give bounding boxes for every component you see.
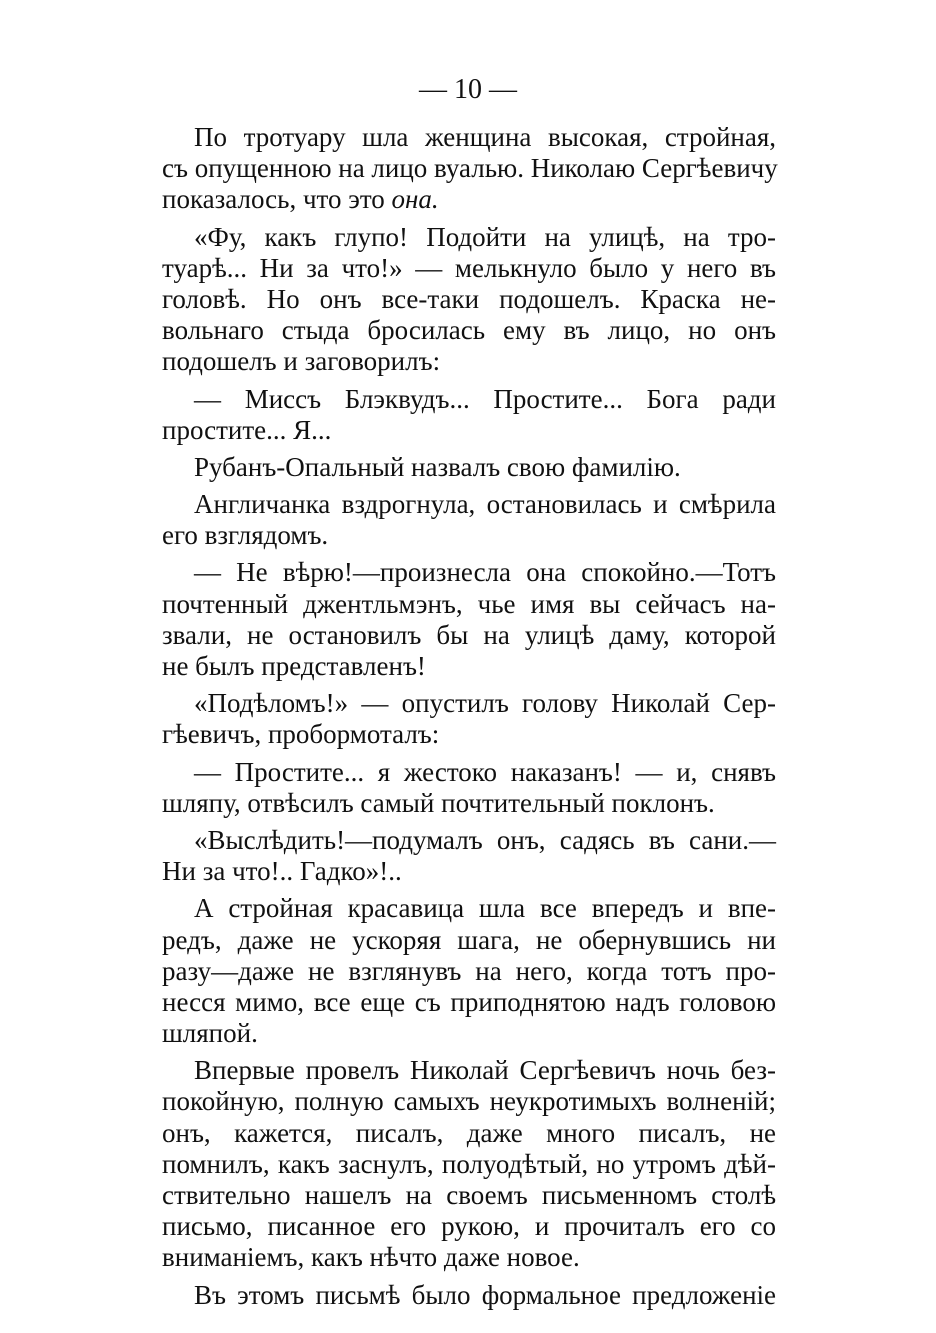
text-line [162, 893, 776, 924]
paragraph [162, 1280, 776, 1311]
text-line [162, 1086, 776, 1117]
line-text: — Простите... я жестоко наказанъ! — и, снявъ [194, 756, 776, 787]
line-text: ствительно нашелъ на своемъ письменномъ столѣ [162, 1180, 776, 1210]
text-line [162, 620, 776, 651]
text-line [162, 1242, 776, 1273]
line-text: головѣ. Но онъ все-таки подошелъ. Краска не- [162, 283, 776, 314]
paragraph [162, 557, 776, 682]
emphasis-text: она. [391, 184, 439, 215]
line-text: «Фу, какъ глупо! Подойти на улицѣ, на тро- [194, 221, 776, 252]
body-text [162, 122, 776, 1311]
text-line [162, 925, 776, 956]
line-text: редъ, даже не ускоряя шага, не обернувшись ни [162, 924, 776, 955]
text-line [162, 651, 776, 682]
page-number: — 10 — [419, 74, 517, 105]
line-text: По тротуару шла женщина высокая, стройная, [194, 122, 776, 152]
text-line [162, 856, 776, 887]
text-line [162, 222, 776, 253]
text-line [162, 284, 776, 315]
text-line [162, 1180, 776, 1211]
text-line [162, 589, 776, 620]
text-line [162, 956, 776, 987]
line-text: вольнаго стыда бросилась ему въ лицо, но онъ [162, 315, 776, 346]
paragraph [162, 222, 776, 378]
line-text: звали, не остановилъ бы на улицѣ даму, которой [162, 619, 776, 650]
line-text: помнилъ, какъ заснулъ, полуодѣтый, но утромъ дѣй- [162, 1148, 776, 1179]
line-text: Впервые провелъ Николай Сергѣевичъ ночь без- [194, 1055, 776, 1086]
line-text: шляпой. [162, 1018, 258, 1049]
text-line [162, 1055, 776, 1086]
paragraph [162, 489, 776, 551]
line-text: письмо, писанное его рукою, и прочиталъ его со [162, 1211, 776, 1242]
text-line [162, 719, 776, 750]
line-text: «Выслѣдить!—подумалъ онъ, садясь въ сани.— [194, 824, 776, 855]
line-text: «Подѣломъ!» — опустилъ голову Николай Сер- [194, 688, 776, 719]
text-line [162, 415, 776, 446]
line-text: шляпу, отвѣсилъ самый почтительный поклонъ. [162, 787, 715, 818]
text-line [162, 1149, 776, 1180]
text-line [162, 788, 776, 819]
text-line [162, 1280, 776, 1311]
line-text: подошелъ и заговорилъ: [162, 346, 441, 377]
line-text: почтенный джентльмэнъ, чье имя вы сейчасъ на- [162, 588, 776, 619]
line-text: показалось, что это [162, 184, 392, 215]
line-text: разу—даже не взглянувъ на него, когда тотъ про- [162, 955, 776, 986]
paragraph [162, 893, 776, 1049]
line-text: покойную, полную самыхъ неукротимыхъ волненій; [162, 1086, 776, 1117]
paragraph [162, 825, 776, 887]
line-text: не былъ представленъ! [162, 651, 426, 681]
text-line [162, 346, 776, 377]
paragraph [162, 1055, 776, 1273]
text-line [162, 184, 776, 215]
paragraph [162, 122, 776, 216]
line-text: вниманіемъ, какъ нѣчто даже новое. [162, 1242, 580, 1273]
line-text: А стройная красавица шла все впередъ и впе- [194, 893, 776, 924]
text-line [162, 153, 776, 184]
line-text: — Не вѣрю!—произнесла она спокойно.—Тотъ [194, 557, 776, 588]
text-line [162, 987, 776, 1018]
line-text: простите... Я... [162, 414, 332, 445]
text-line [162, 557, 776, 588]
paragraph [162, 452, 776, 483]
text-line [162, 1118, 776, 1149]
text-line [162, 688, 776, 719]
text-line [162, 825, 776, 856]
paragraph [162, 688, 776, 750]
text-line [162, 489, 776, 520]
line-text: его взглядомъ. [162, 520, 329, 551]
line-text: Рубанъ-Опальный назвалъ свою фамилію. [194, 451, 681, 482]
line-text: — Миссъ Блэквудъ... Простите... Бога ради [194, 383, 776, 414]
line-text: Ни за что!.. Гадко»!.. [162, 856, 402, 887]
text-line [162, 452, 776, 483]
line-text: съ опущенною на лицо вуалью. Николаю Сергѣевичу [162, 153, 778, 184]
paragraph [162, 384, 776, 446]
text-line [162, 1018, 776, 1049]
line-text: гѣевичъ, пробормоталъ: [162, 719, 440, 750]
paragraph [162, 757, 776, 819]
text-line [162, 384, 776, 415]
text-line [162, 122, 776, 153]
line-text: онъ, кажется, писалъ, даже много писалъ, не [162, 1117, 776, 1148]
line-text: Англичанка вздрогнула, остановилась и смѣрила [194, 489, 776, 520]
text-line [162, 253, 776, 284]
line-text: туарѣ... Ни за что!» — мелькнуло было у него въ [162, 252, 776, 283]
text-line [162, 757, 776, 788]
line-text: несся мимо, все еще съ приподнятою надъ головою [162, 986, 776, 1017]
text-line [162, 520, 776, 551]
line-text: Въ этомъ письмѣ было формальное предложеніе [194, 1279, 776, 1310]
text-line [162, 1211, 776, 1242]
text-line [162, 315, 776, 346]
